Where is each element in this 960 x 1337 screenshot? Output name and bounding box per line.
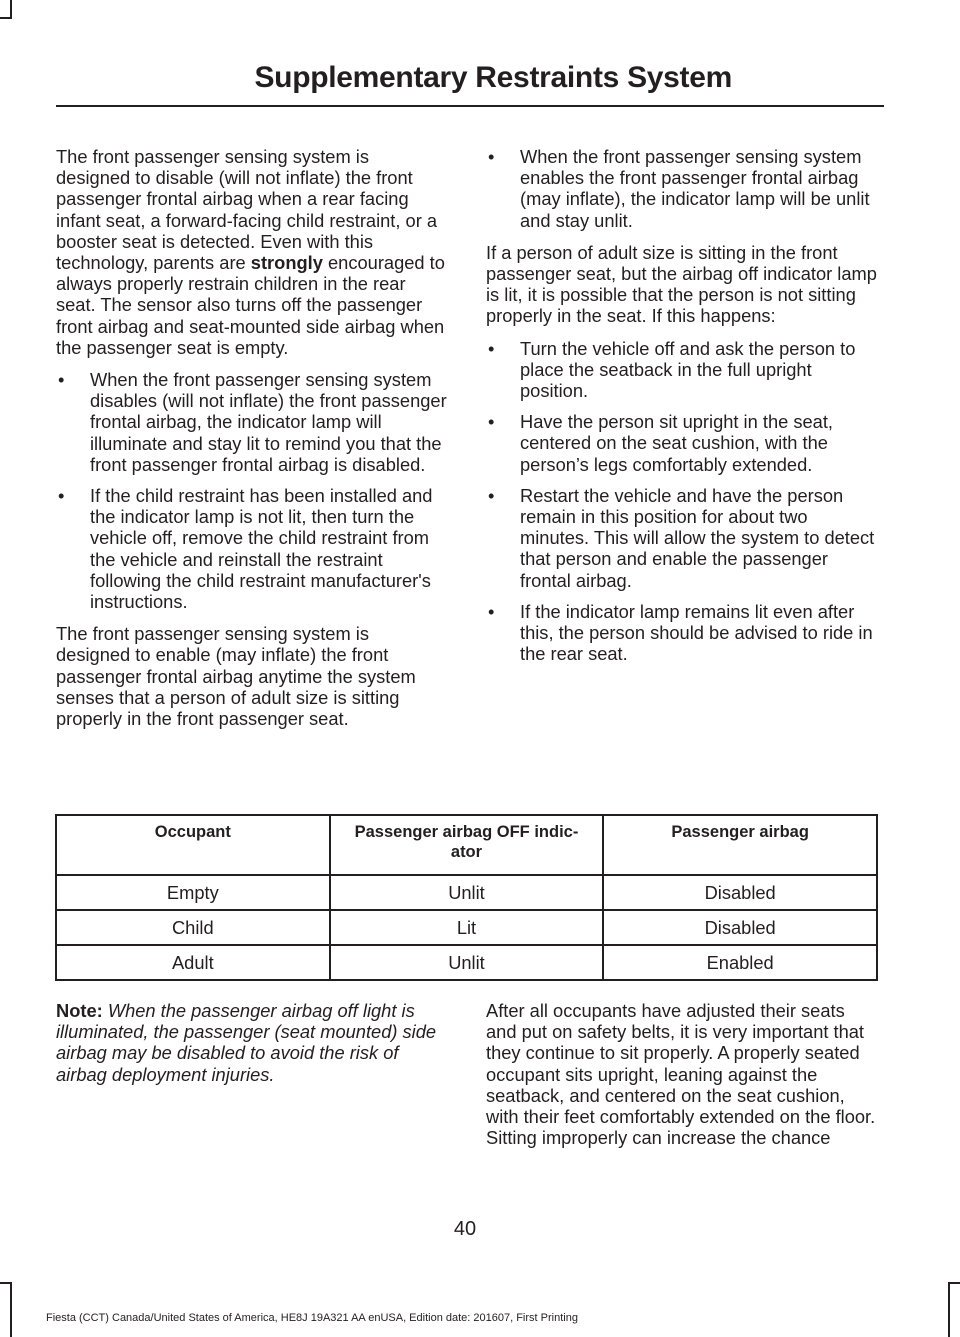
list-item-text: When the front passenger sensing system enables the front passenger frontal airbag (may inflate), the indicator lamp will be unlit and stay unlit. (520, 146, 870, 231)
header-divider (56, 105, 884, 107)
list-item (486, 485, 878, 591)
right-top-bullet-list (486, 146, 878, 231)
column-header-airbag (603, 815, 877, 875)
table-cell: Unlit (330, 875, 604, 910)
bullet-icon: • (488, 484, 495, 506)
table-cell: Disabled (603, 875, 877, 910)
bullet-icon: • (58, 485, 65, 507)
table-cell: Enabled (603, 945, 877, 980)
header-line: Passenger airbag OFF indic- (354, 823, 579, 841)
right-bullet-list (486, 338, 878, 665)
closing-paragraph: The front passenger sensing system is designed to enable (may inflate) the front passenger frontal airbag anytime the system senses that a person of adult size is sitting properly in the front passenger seat. (56, 623, 416, 730)
table-row (56, 945, 877, 980)
intro-text-continued: encouraged to always properly restrain children in the rear seat. The sensor also turns off the passenger front airbag and seat-mounted side airbag when the passenger seat is empty. (56, 252, 445, 358)
list-item-text: When the front passenger sensing system disables (will not inflate) the front passenger frontal airbag, the indicator lamp will illuminate and stay lit to remind you that the front passenger frontal airbag is disabled. (90, 369, 447, 475)
list-item-text: Have the person sit upright in the seat, centered on the seat cushion, with the person’s legs comfortably extended. (520, 411, 833, 475)
bullet-icon: • (58, 369, 65, 391)
footer-edition-info: Fiesta (CCT) Canada/United States of America, HE8J 19A321 AA enUSA, Edition date: 201607, First Printing (46, 1312, 578, 1324)
column-header-indicator (330, 815, 604, 875)
header-line: Occupant (154, 823, 231, 841)
list-item (486, 601, 878, 665)
header-line: ator (450, 843, 483, 861)
seating-paragraph: After all occupants have adjusted their seats and put on safety belts, it is very important that they continue to sit properly. A properly seated occupant sits upright, leaning against the seatback, and centered on the seat cushion, with their feet comfortably extended on the floor. Sitting improperly can increase the chance (486, 1000, 876, 1149)
note-text: When the passenger airbag off light is illuminated, the passenger (seat mounted) side airbag may be disabled to avoid the risk of airbag deployment injuries. (56, 1000, 437, 1085)
list-item (486, 338, 878, 402)
adult-size-paragraph: If a person of adult size is sitting in the front passenger seat, but the airbag off indicator lamp is lit, it is possible that the person is not sitting properly in the seat. If this happens: (486, 241, 877, 327)
header-line: Passenger airbag (671, 823, 809, 841)
table-cell: Child (56, 910, 330, 945)
table-cell: Unlit (330, 945, 604, 980)
list-item-text: Turn the vehicle off and ask the person to place the seatback in the full upright position. (520, 337, 856, 402)
bullet-icon: • (488, 337, 495, 359)
note-paragraph (56, 1000, 448, 1085)
page-number: 40 (453, 1218, 477, 1240)
left-bullet-list (56, 369, 448, 612)
bullet-icon: • (488, 146, 495, 167)
list-item-text: Restart the vehicle and have the person remain in this position for about two minutes. This will allow the system to detect that person and enable the passenger frontal airbag. (520, 484, 875, 591)
table-header-row (56, 815, 877, 875)
page-title: Supplementary Restraints System (254, 61, 732, 94)
bullet-icon: • (488, 411, 495, 433)
bullet-icon: • (488, 600, 495, 622)
list-item-text: If the indicator lamp remains lit even after this, the person should be advised to ride in the rear seat. (520, 600, 873, 665)
note-label: Note: (56, 1000, 103, 1021)
crop-mark (10, 1282, 12, 1337)
list-item-text: If the child restraint has been installed and the indicator lamp is not lit, then turn the vehicle off, remove the child restraint from the vehicle and reinstall the restraint following the child restraint manufacturer's instructions. (90, 485, 433, 613)
right-column (486, 146, 878, 675)
table-cell: Disabled (603, 910, 877, 945)
column-header-occupant (56, 815, 330, 875)
crop-mark (948, 1282, 950, 1337)
table-cell: Adult (56, 945, 330, 980)
table-cell: Empty (56, 875, 330, 910)
left-column (56, 146, 448, 740)
intro-text: The front passenger sensing system is designed to disable (will not inflate) the front passenger frontal airbag when a rear facing infant seat, a forward-facing child restraint, or a booster seat is detected. Even with this technology, parents are (56, 146, 438, 274)
crop-mark (0, 17, 12, 19)
strong-emphasis: strongly (250, 252, 323, 274)
list-item (56, 485, 448, 612)
airbag-status-table (55, 814, 878, 981)
list-item (486, 411, 878, 475)
table-cell: Lit (330, 910, 604, 945)
table-row (56, 875, 877, 910)
crop-mark (948, 1282, 960, 1284)
list-item (486, 146, 878, 231)
crop-mark (0, 1282, 12, 1284)
table-row (56, 910, 877, 945)
crop-mark (10, 0, 12, 18)
list-item (56, 369, 448, 475)
intro-paragraph (56, 146, 448, 358)
